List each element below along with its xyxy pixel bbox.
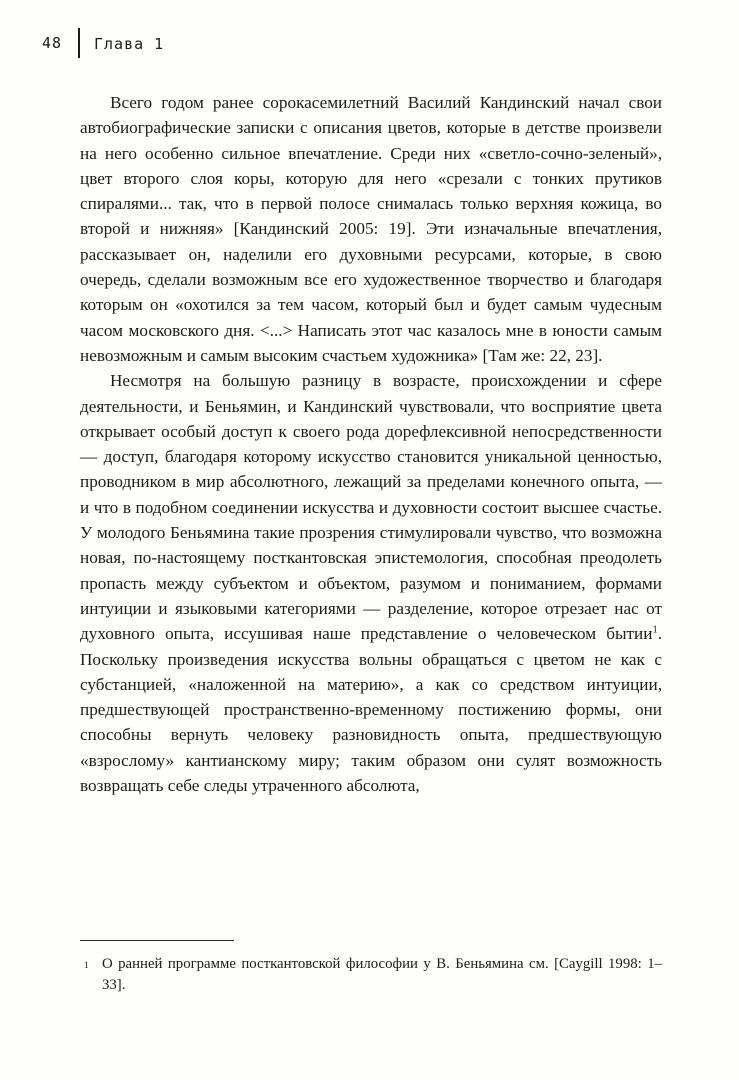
paragraph-2-text-continued: . Поскольку произведения искусства вольны обращаться с цветом не как с субстанцией, «наложенной на материю», а как со средством интуиции, предшествующей пространственно-временному постижению формы, они способны вернуть человеку разновидность опыта, предшествующую «взрослому» кантианскому миру; таким образом они сулят возможность возвращать себе следы утраченного абсолюта, <box>80 624 662 796</box>
paragraph-1: Всего годом ранее сорокасемилетний Василий Кандинский начал свои автобиографические записки с описания цветов, которые в детстве произвели на него особенно сильное впечатление. Среди них «светло-сочно-зеленый», цвет второго слоя коры, которую для него «срезали с тонких прутиков спиралями... так, что в первой полосе снималась только верхняя кожица, во второй и нижняя» [Кандинский 2005: 19]. Эти изначальные впечатления, рассказывает он, наделили его духовными ресурсами, которые, в свою очередь, сделали возможным все его художественное творчество и благодаря которым он «охотился за тем часом, который был и будет самым чудесным часом московского дня. <...> Написать этот час казалось мне в юности самым невозможным и самым высоким счастьем художника» [Там же: 22, 23]. <box>80 93 662 365</box>
footnote-separator <box>80 940 234 941</box>
page-number: 48 <box>42 34 63 52</box>
footnote-text: О ранней программе посткантовской философии у В. Беньямина см. [Caygill 1998: 1–33]. <box>102 956 662 993</box>
page-body <box>80 90 662 798</box>
paragraph-2 <box>80 368 662 798</box>
footnote-reference: 1 <box>652 624 658 636</box>
header-divider <box>78 28 80 58</box>
paragraph-2-text: Несмотря на большую разницу в возрасте, происхождении и сфере деятельности, и Беньямин, и Кандинский чувствовали, что восприятие цвета открывает особый доступ к своего рода дорефлексивной непосредственности — доступ, благодаря которому искусство становится уникальной ценностью, проводником в мир абсолютного, лежащий за пределами конечного опыта, — и что в подобном соединении искусства и духовности состоит высшее счастье. У молодого Беньямина такие прозрения стимулировали чувство, что возможна новая, по-настоящему посткантовская эпистемология, способная преодолеть пропасть между субъектом и объектом, разумом и пониманием, формами интуиции и языковыми категориями — разделение, которое отрезает нас от духовного опыта, иссушивая наше представление о человеческом бытии <box>80 371 662 644</box>
footnote-area <box>80 940 662 996</box>
footnote-marker: 1 <box>84 961 89 971</box>
chapter-label: Глава 1 <box>94 34 165 53</box>
page-header <box>42 28 164 58</box>
footnote <box>80 954 662 996</box>
